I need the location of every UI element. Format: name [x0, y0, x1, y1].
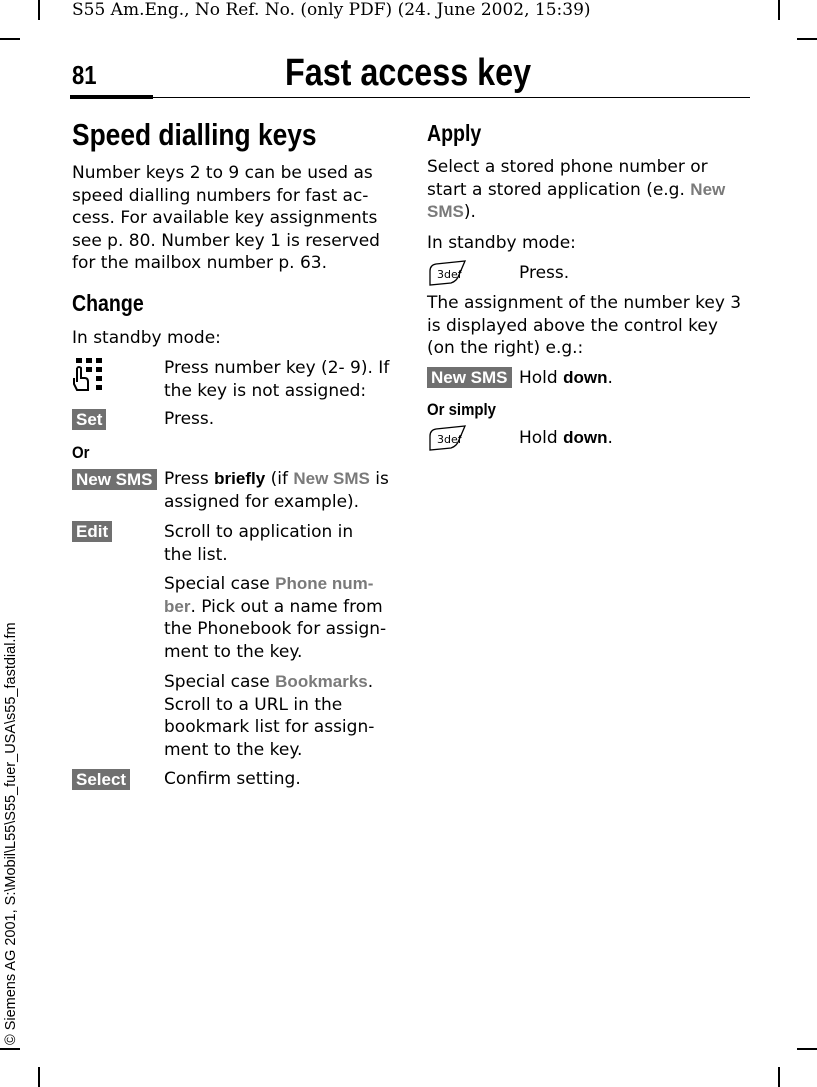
if-word: (if	[270, 469, 288, 489]
new-sms-softkey[interactable]: New SMS	[427, 367, 512, 388]
hold-down-text	[519, 367, 613, 390]
hold-word: Hold	[519, 368, 558, 388]
special-post: . Pick out a name from the Phonebook for assign-ment to the key.	[164, 596, 387, 662]
keypad-icon	[72, 356, 110, 392]
set-softkey[interactable]: Set	[72, 409, 106, 430]
section-heading: Speed dialling keys	[72, 117, 317, 152]
select-softkey[interactable]: Select	[72, 769, 130, 790]
special-pre: Special case	[164, 672, 270, 692]
header-note: S55 Am.Eng., No Ref. No. (only PDF) (24. June 2002, 15:39)	[72, 0, 591, 20]
step-text: Press number key (2- 9). If the key is not assigned:	[164, 358, 390, 401]
hold-down-text	[519, 427, 613, 450]
number-key-3-icon	[426, 259, 468, 287]
new-sms-softkey[interactable]: New SMS	[72, 469, 157, 490]
or-simply-label: Or simply	[427, 400, 497, 419]
crop-mark	[0, 38, 20, 40]
intro-paragraph: Number keys 2 to 9 can be used as speed dialling numbers for fast ac-cess. For available key assignments see p. 80. Number key 1 is reserved for the mailbox number p. 63.	[72, 163, 380, 273]
or-label: Or	[72, 443, 90, 462]
side-copyright-note: © Siemens AG 2001, S:\Mobil\L55\S55_fuer_USA\s55_fastdial.fm	[3, 622, 19, 1045]
apply-paragraph	[427, 156, 737, 224]
special-post: . Scroll to a URL in the bookmark list for assign-ment to the key.	[164, 672, 375, 760]
hold-word: Hold	[519, 428, 558, 448]
change-heading: Change	[72, 290, 144, 316]
crop-mark	[778, 0, 780, 20]
number-key-3-icon	[426, 424, 468, 452]
crop-mark	[797, 1048, 817, 1050]
key-3-label: 3def	[437, 268, 462, 281]
page-number: 81	[72, 60, 97, 90]
special-case-phonebook	[164, 573, 392, 663]
assigned-text: is assigned for example).	[164, 469, 389, 512]
press-text: Press.	[519, 263, 570, 283]
down-word: down	[563, 428, 608, 447]
press-word: Press	[164, 469, 209, 489]
new-sms-text	[164, 468, 392, 513]
menu-term: New SMS	[427, 179, 726, 221]
period: .	[607, 368, 613, 388]
standby-text: In standby mode:	[72, 328, 221, 348]
apply-post: ).	[463, 202, 476, 222]
apply-pre: Select a stored phone number or start a stored application (e.g.	[427, 157, 708, 200]
briefly-word: briefly	[214, 469, 266, 488]
menu-term: Phone num-ber	[164, 574, 374, 616]
period: .	[607, 428, 613, 448]
standby-text: In standby mode:	[427, 233, 576, 253]
crop-mark	[38, 1067, 40, 1087]
down-word: down	[563, 368, 608, 387]
crop-mark	[797, 38, 817, 40]
page-title: Fast access key	[285, 52, 532, 94]
key-3-label: 3def	[437, 433, 462, 446]
header-rule	[70, 97, 750, 98]
edit-text: Scroll to application in the list.	[164, 522, 354, 565]
set-text: Press.	[164, 409, 215, 429]
menu-term: Bookmarks	[275, 672, 368, 691]
special-pre: Special case	[164, 574, 270, 594]
crop-mark	[0, 1048, 20, 1050]
apply-heading: Apply	[427, 120, 482, 146]
crop-mark	[778, 1067, 780, 1087]
select-text: Confirm setting.	[164, 769, 301, 789]
menu-term: New SMS	[293, 469, 370, 488]
assignment-paragraph: The assignment of the number key 3 is displayed above the control key (on the right) e.g.:	[427, 293, 742, 358]
special-case-bookmarks	[164, 671, 392, 761]
crop-mark	[38, 0, 40, 20]
edit-softkey[interactable]: Edit	[72, 521, 112, 542]
